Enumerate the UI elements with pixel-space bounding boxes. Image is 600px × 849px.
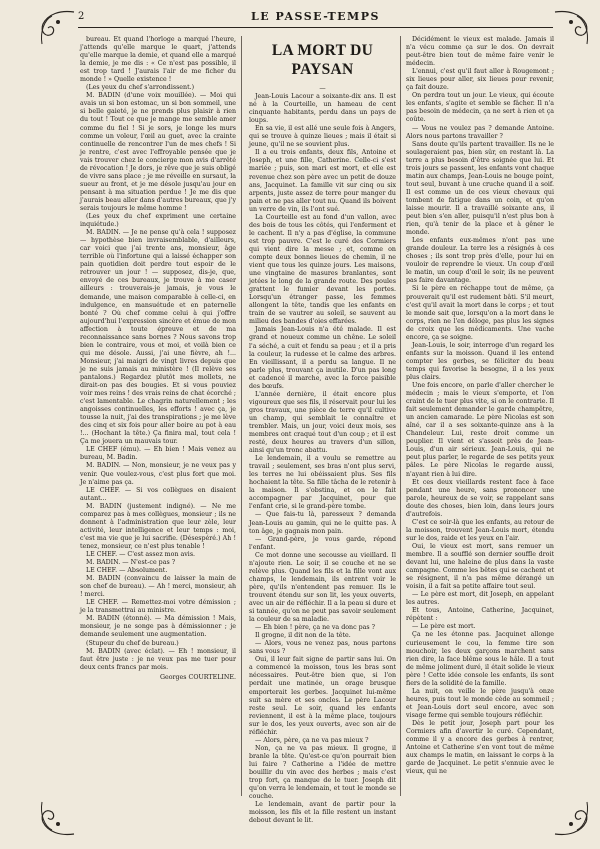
paragraph: bureau. Et quand l'horloge a marqué l'heure, j'attends qu'elle marque le quart, j'attends qu'elle marque la demie, et quand elle a marqué la demie, je me dis : « Ce n'est pas possible, il est trop tard ! J'aurais l'air de me ficher du monde ! » Quelle existence ! [80, 36, 236, 84]
paragraph: LE CHEF. — Remettez-moi votre démission ; je la transmettrai au ministre. [80, 599, 236, 615]
paragraph: La nuit, on veille le père jusqu'à onze heures, puis tout le monde cède au sommeil ; et Jean-Louis dort seul encore, avec son visage ferme qui semble toujours réfléchir. [406, 687, 554, 719]
paragraph: M. BADIN (étonné). — Ma démission ! Mais, monsieur, je ne songe pas à démissionner ; je demande seulement une augmentation. [80, 615, 236, 639]
paragraph: (Les yeux du chef s'arrondissent.) [86, 84, 195, 92]
corner-ornament-top-left [38, 8, 76, 46]
corner-ornament-bottom-right [553, 800, 591, 838]
paragraph: LE CHEF. — Absolument. [86, 567, 168, 575]
paragraph: LE CHEF (ému). — Eh bien ! Mais venez au bureau, M. Badin. [80, 446, 236, 462]
paragraph: M. BADIN. — N'est-ce pas ? [86, 559, 176, 567]
paragraph: — Alors, père, ça ne va pas mieux ? [255, 736, 369, 744]
paragraph: — Le père est mort. [412, 623, 476, 631]
paragraph: M. BADIN (d'une voix mouillée). — Moi qui avais un si bon estomac, un si bon sommeil, une si belle gaieté, je ne prends plus plaisir à rien du tout ! Tout ce que je mange me semble amer comme du fiel ! Si je sors, je longe les murs comme un voleur, l'œil au guet, avec la crainte continuelle de rencontrer l'un de mes chefs ! Si je rentre, c'est avec l'effroyable pensée que je vais trouver chez le concierge mon avis d'arrêté de révocation ! Je dors, je rêve que je suis obligé de vivre sans place ; je me réveille en sursaut, la sueur au front, et je me désole jusqu'au jour en pensant à ma situation perdue ! Je me dis que j'aurais beau aller dans d'autres bureaux, que j'y serais toujours le même homme ! [80, 92, 236, 212]
page-header [78, 9, 553, 28]
paragraph: Il grogne, il dit non de la tête. [255, 632, 351, 640]
paragraph: On perdra tout un jour. Le vieux, qui écoute les enfants, s'agite et semble se fâcher. Il n'a pas besoin de médecin, ça ne sert à rien et ça coûte. [406, 92, 554, 124]
paragraph: Oui, le vieux est mort, sans remuer un membre. Il a soufflé son dernier souffle droit devant lui, une haleine de plus dans la vaste campagne. Comme les bêtes qui se cachent et se résignent, il n'a pas même dérangé un voisin, il a fait sa petite affaire tout seul. [406, 542, 554, 591]
paragraph: LE CHEF. — Si vos collègues en disaient autant... [80, 486, 236, 502]
story-title: LA MORT DU PAYSAN [271, 42, 374, 78]
paragraph: Le lendemain, avant de partir pour la moisson, les fils et la fille restent un instant debout devant le lit. [249, 801, 396, 825]
story-byline: — [319, 85, 326, 92]
paragraph: Et ces deux vieillards restent face à face pendant une heure, sans prononcer une parole, heureux de se voir, se rappelant sans doute des choses, bien loin, dans leurs jours d'autrefois. [406, 478, 554, 518]
paragraph: Oui, il leur fait signe de partir sans lui. On a commencé la moisson, tous les bras sont nécessaires. Peut-être bien que, si l'on perdait une matinée, un orage brusque emporterait les gerbes. Jacquinet lui-même suit sa mère et ses oncles. Le père Lacour reste seul. Le soir, quand les enfants reviennent, il est à la même place, toujours sur le dos, les yeux ouverts, avec son air de réfléchir. [249, 656, 396, 736]
paragraph: Jean-Louis Lacour a soixante-dix ans. Il est né à la Courteille, un hameau de cent cinquante habitants, perdu dans un pays de loups. [249, 93, 396, 125]
paragraph: Jean-Louis, le soir, interroge d'un regard les enfants sur la moisson. Quand il les entend compter les gerbes, se féliciter du beau temps qui favorise la besogne, il a les yeux plus clairs. [406, 341, 554, 381]
paragraph: — Que fais-tu là, paresseux ? demanda Jean-Louis au gamin, qui ne le quitte pas. À ton âge, je gagnais mon pain. [249, 511, 396, 535]
paragraph: La Courteille est au fond d'un vallon, avec des bois de tous les côtés, qui l'enferment et le cachent. Il n'y a pas d'église, la commune est trop pauvre. C'est le curé des Cormiers qui vient dire la messe ; et, comme on compte deux bonnes lieues de chemin, il ne vient que tous les quinze jours. Les maisons, une vingtaine de masures branlantes, sont jetées le long de la grande route. Des poules grattent le fumier devant les portes. Lorsqu'un étranger passe, les femmes allongent la tête, tandis que les enfants en train de se vautrer au soleil, se sauvent au milieu des bandes d'oies effarées. [249, 213, 396, 326]
corner-ornament-bottom-left [38, 800, 76, 838]
paragraph: Non, ça ne va pas mieux. Il grogne, il branle la tête. Qu'est-ce qu'on pourrait bien lui faire ? Catherine a l'idée de mettre bouillir du vin avec des herbes ; mais c'est trop fort, ça manque de le tuer. Joseph dit qu'on verra le lendemain, et tout le monde se couche. [249, 744, 396, 801]
paragraph: L'ennui, c'est qu'il faut aller à Rougemont ; six lieues pour aller, six lieues pour revenir, ça fait douze. [406, 68, 554, 92]
paragraph: — Vous ne voulez pas ? demande Antoine. Alors nous partons travailler ? [406, 124, 554, 140]
paragraph: Une fois encore, on parle d'aller chercher le médecin ; mais le vieux s'emporte, et l'on craint de le tuer plus vite, si on le contrarie. Il fait seulement demander le garde champêtre, un ancien camarade. Le père Nicolas est son aîné, car il a ses soixante-quinze ans à la Chandeleur. Lui, reste droit comme un peuplier. Il vient et s'assoit près de Jean-Louis, d'un air sérieux. Jean-Louis, qui ne peut plus parler, le regarde de ses petits yeux pâles. Le père Nicolas le regarde aussi, n'ayant rien à lui dire. [406, 382, 554, 478]
paragraph: M. BADIN (convaincu de laisser la main de son chef de bureau). — Ah ! merci, monsieur, ah ! merci. [80, 575, 236, 599]
page-number: 2 [78, 11, 85, 22]
paragraph: Ce mot donne une secousse au vieillard. Il n'ajoute rien. Le soir, il se couche et ne se relève plus. Quand les fils et la fille vont aux champs, le lendemain, ils entrent voir le père, qu'ils n'entendent pas remuer. Ils le trouvent étendu sur son lit, les yeux ouverts, avec un air de réfléchir. Il a la peau si dure et si tannée, qu'on ne peut pas savoir seulement la couleur de sa maladie. [249, 551, 396, 624]
column-middle [249, 36, 396, 825]
paragraph: M. BADIN. — Non, monsieur, je ne veux pas y venir. Que voulez-vous, c'est plus fort que moi. Je n'aime pas ça. [80, 462, 236, 486]
paragraph: — Alors, vous ne venez pas, nous partons sans vous ? [249, 640, 396, 656]
column-rule-right [400, 36, 401, 796]
paragraph: M. BADIN (justement indigné). — Ne me comparez pas à mes collègues, monsieur ; ils ne donnent à l'administration que leur zèle, leur activité, leur intelligence et leur temps : moi, c'est ma vie que je lui sacrifie. (Désespéré.) Ah ! tenez, monsieur, ce n'est plus tenable ! [80, 502, 236, 550]
paragraph: LE CHEF. — C'est assez mon avis. [86, 551, 196, 558]
paragraph: — Le père est mort, dit Joseph, en appelant les autres. [406, 591, 554, 607]
paragraph: — Eh bien ! père, ça ne va donc pas ? [255, 624, 375, 632]
paragraph: Et tous, Antoine, Catherine, Jacquinet, répètent : [406, 607, 554, 623]
paragraph: Jamais Jean-Louis n'a été malade. Il est grand et noueux comme un chêne. Le soleil l'a séché, a cuit et fendu sa peau ; et il a pris la couleur, la rudesse et le calme des arbres. En vieillissant, il a perdu sa langue. Il ne parle plus, trouvant ça inutile. D'un pas long et cadencé il marche, avec la force paisible des bœufs. [249, 326, 396, 390]
paragraph: Décidément le vieux est malade. Jamais il n'a vécu comme ça sur le dos. On devrait peut-être bien tout de même faire venir le médecin. [406, 36, 554, 68]
running-title: LE PASSE-TEMPS [251, 10, 380, 23]
paragraph: Les enfants eux-mêmes n'ont pas une grande douleur. La terre les a résignés à ces choses ; ils sont trop près d'elle, pour lui en vouloir de reprendre le vieux. Un coup d'œil le matin, un coup d'œil le soir, ils ne peuvent pas faire davantage. [406, 237, 554, 285]
column-right [406, 36, 554, 796]
paragraph: Dès le petit jour, Joseph part pour les Cormiers afin d'avertir le curé. Cependant, comme il y a encore des gerbes à rentrer, Antoine et Catherine s'en vont tout de même aux champs le matin, en laissant le corps à la garde de Jacquinet. Le petit s'ennuie avec le vieux, qui ne [406, 719, 554, 776]
paragraph: Ça ne les étonne pas. Jacquinet allonge curieusement le cou, la femme tire son mouchoir, les deux garçons marchent sans rien dire, la face blême sous le hâle. Il a tout de même joliment duré, il était solide le vieux père ! Cette idée console les enfants, ils sont fiers de la solidité de la famille. [406, 631, 554, 687]
column-rule-left [241, 36, 242, 796]
paragraph: (Stupeur du chef de bureau.) [86, 639, 179, 647]
paragraph: Si le père en réchappe tout de même, ça prouverait qu'il est rudement bâti. S'il meurt, c'est qu'il avait la mort dans le corps ; et tout le monde sait que, lorsqu'on a la mort dans le corps, rien ne l'en déloge, pas plus les signes de croix que les médicaments. Une vache encore, ça se soigne. [406, 285, 554, 341]
paragraph: En sa vie, il est allé une seule fois à Angers, qui se trouve à quinze lieues ; mais il était si jeune, qu'il ne se souvient plus. [249, 125, 396, 149]
paragraph: M. BADIN (avec éclat). — Eh ! monsieur, il faut être juste : je ne veux pas me tuer pour deux cents francs par mois. [80, 647, 236, 671]
paragraph: C'est ce soir-là que les enfants, au retour de la moisson, trouvent Jean-Louis mort, étendu sur le dos, raide et les yeux en l'air. [406, 518, 554, 542]
column-middle-body [249, 93, 396, 825]
paragraph: L'année dernière, il était encore plus vigoureux que ses fils, il réservait pour lui les gros travaux, une pièce de terre qu'il cultive un champ, qui semblait le connaître et trembler. Mais, un jour, voici deux mois, ses membres ont craqué tout d'un coup ; et il est resté, deux heures au travers d'un sillon, ainsi qu'un tronc abattu. [249, 390, 396, 455]
paragraph: — Grand-père, je vous garde, répond l'enfant. [249, 535, 396, 551]
paragraph: Il a eu trois enfants, deux fils, Antoine et Joseph, et une fille, Catherine. Celle-ci s'est mariée ; puis, son mari est mort, et elle est revenue chez son père avec un petit de douze ans, Jacquinet. La famille vit sur cinq ou six arpents, juste assez de terre pour manger du pain et ne pas aller tout nu. Quand ils boivent un verre de vin, ils l'ont sué. [249, 149, 396, 213]
signature: Georges COURTELINE. [159, 673, 236, 681]
corner-ornament-top-right [553, 8, 591, 46]
paragraph: (Les yeux du chef expriment une certaine inquiétude.) [80, 213, 236, 229]
column-left [80, 36, 236, 796]
paragraph: Sans doute qu'ils partent travailler. Ils ne le soulageraient pas, bien sûr, en restant là. La terre a plus besoin d'être soignée que lui. Et trois jours se passent, les enfants vont chaque matin aux champs, Jean-Louis ne bouge point, tout seul, buvant à une cruche quand il a soif. Il est comme un de ces vieux chevaux qui tombent de fatigue dans un coin, et qu'on laisse mourir. Il a travaillé soixante ans, il peut bien s'en aller, puisqu'il n'est plus bon à rien, qu'à tenir de la place et à gêner le monde. [406, 140, 554, 237]
paragraph: Le lendemain, il a voulu se remettre au travail ; seulement, ses bras n'ont plus servi, les terres ne lui obéissaient plus. Ses fils hochaient la tête. Sa fille tâcha de le retenir à la maison. Il s'obstina, et on le fait accompagner par Jacquinet, pour que l'enfant crie, si le grand-père tombe. [249, 455, 396, 511]
paragraph: M. BADIN. — Je ne pense qu'à cela ! supposez — hypothèse bien invraisemblable, d'ailleurs, car voici que j'ai trente ans, monsieur, âge terrible où l'infortune qui a laissé échapper son pain quotidien doit perdre tout espoir de le retrouver un jour ! — supposez, dis-je, que, envoyé de ces bureaux, je trouve à me caser ailleurs : trouverais-je jamais, je vous le demande, une maison comparable à celle-ci, en indulgence, en mansuétude et en paternelle bonté ? Où chef comme celui à qui j'offre aujourd'hui l'expression sincère et émue de mon affection à toute épreuve et de ma reconnaissance sans bornes ? Nous savons trop bien le contraire, vous et moi, et voilà bien ce qui me désole. Aussi, j'ai une fièvre, ah !... Monsieur, j'ai maigri de vingt livres depuis que je ne suis jamais au ministère ! (Il relève ses pantalons.) Regardez plutôt mes mollets, ne dirait-on pas des bougies. Et si vous pouviez voir mes reins ! des vrais reins de chat écorché ; c'est lamentable. Le chagrin naturellement ; les angoisses continuelles, les efforts ! avec ça, je tousse la nuit, j'ai des transpirations ; je me lève des cinq et six fois pour aller boire au pot à eau !... (Hochant la tête.) Ça finira mal, tout cela ! Ça me jouera un mauvais tour. [80, 229, 236, 446]
